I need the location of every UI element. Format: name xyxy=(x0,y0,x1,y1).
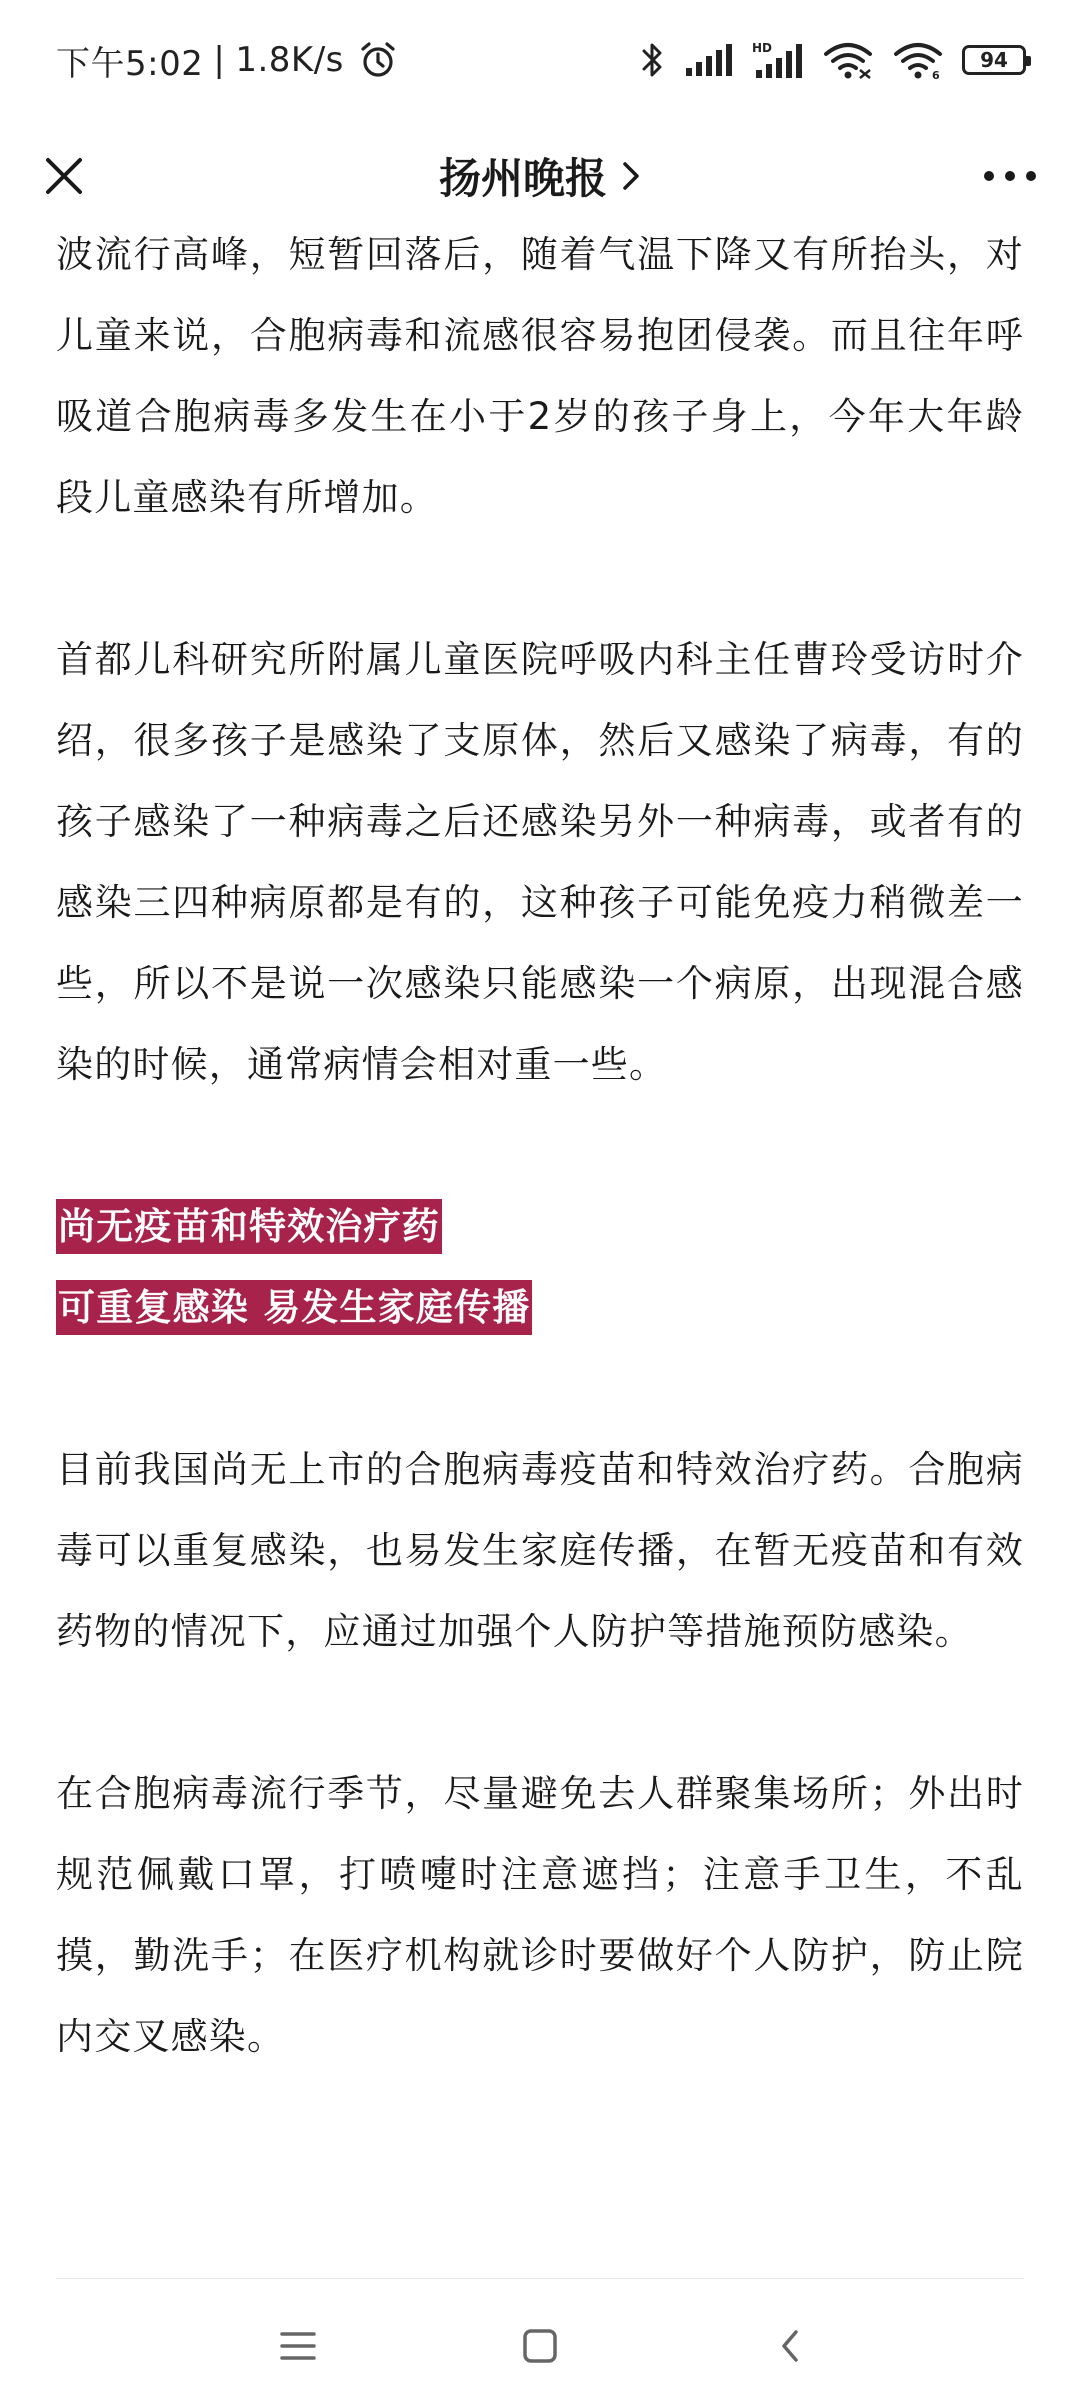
subheading-line-1 xyxy=(56,1186,1024,1267)
svg-text:HD: HD xyxy=(752,41,773,55)
article-body xyxy=(56,214,1024,2077)
home-button[interactable] xyxy=(508,2314,572,2378)
subheading-2: 可重复感染 易发生家庭传播 xyxy=(56,1280,532,1335)
svg-text:6: 6 xyxy=(932,69,940,80)
status-time: 下午5:02 xyxy=(56,43,204,84)
page-title: 扬州晚报 xyxy=(438,154,607,203)
subheading-line-2 xyxy=(56,1267,1024,1348)
status-right xyxy=(640,40,1026,80)
home-icon xyxy=(521,2327,559,2365)
signal-icon xyxy=(684,42,734,78)
close-icon xyxy=(42,154,86,198)
paragraph-spacer xyxy=(56,1105,1024,1186)
bluetooth-icon xyxy=(640,40,666,80)
hd-signal-icon xyxy=(752,40,804,80)
alarm-icon xyxy=(358,40,398,80)
status-left xyxy=(56,36,398,85)
back-icon xyxy=(778,2327,802,2365)
paragraph-spacer xyxy=(56,1348,1024,1429)
status-net-speed: 1.8K/s xyxy=(235,40,344,80)
wifi-icon xyxy=(822,40,874,80)
menu-icon xyxy=(278,2329,318,2363)
paragraph-spacer xyxy=(56,1672,1024,1753)
article-paragraph-4: 在合胞病毒流行季节，尽量避免去人群聚集场所；外出时规范佩戴口罩，打喷嚏时注意遮挡；注意手卫生，不乱摸，勤洗手；在医疗机构就诊时要做好个人防护，防止院内交叉感染。 xyxy=(56,1772,1024,2058)
divider xyxy=(56,2278,1024,2279)
wifi-6-icon xyxy=(892,40,944,80)
battery-level: 94 xyxy=(980,48,1008,72)
system-nav-bar xyxy=(0,2290,1080,2400)
article-paragraph-3: 目前我国尚无上市的合胞病毒疫苗和特效治疗药。合胞病毒可以重复感染，也易发生家庭传播，在暂无疫苗和有效药物的情况下，应通过加强个人防护等措施预防感染。 xyxy=(56,1448,1024,1653)
paragraph-spacer xyxy=(56,538,1024,619)
article-paragraph-1: 波流行高峰，短暂回落后，随着气温下降又有所抬头，对儿童来说，合胞病毒和流感很容易抱团侵袭。而且往年呼吸道合胞病毒多发生在小于2岁的孩子身上，今年大年龄段儿童感染有所增加。 xyxy=(56,233,1024,519)
back-button[interactable] xyxy=(758,2314,822,2378)
status-bar xyxy=(0,0,1080,120)
status-separator: | xyxy=(213,40,226,80)
account-title-link[interactable] xyxy=(439,146,641,206)
close-button[interactable] xyxy=(30,142,98,210)
recent-apps-button[interactable] xyxy=(266,2314,330,2378)
more-dots-icon xyxy=(982,169,1038,183)
article-paragraph-2: 首都儿科研究所附属儿童医院呼吸内科主任曹玲受访时介绍，很多孩子是感染了支原体，然后又感染了病毒，有的孩子感染了一种病毒之后还感染另外一种病毒，或者有的感染三四种病原都是有的，这种孩子可能免疫力稍微差一些，所以不是说一次感染只能感染一个病原，出现混合感染的时候，通常病情会相对重一些。 xyxy=(56,638,1024,1086)
subheading-1: 尚无疫苗和特效治疗药 xyxy=(56,1199,442,1254)
more-button[interactable] xyxy=(970,142,1050,210)
chevron-right-icon xyxy=(621,158,641,194)
battery-icon xyxy=(962,45,1026,75)
